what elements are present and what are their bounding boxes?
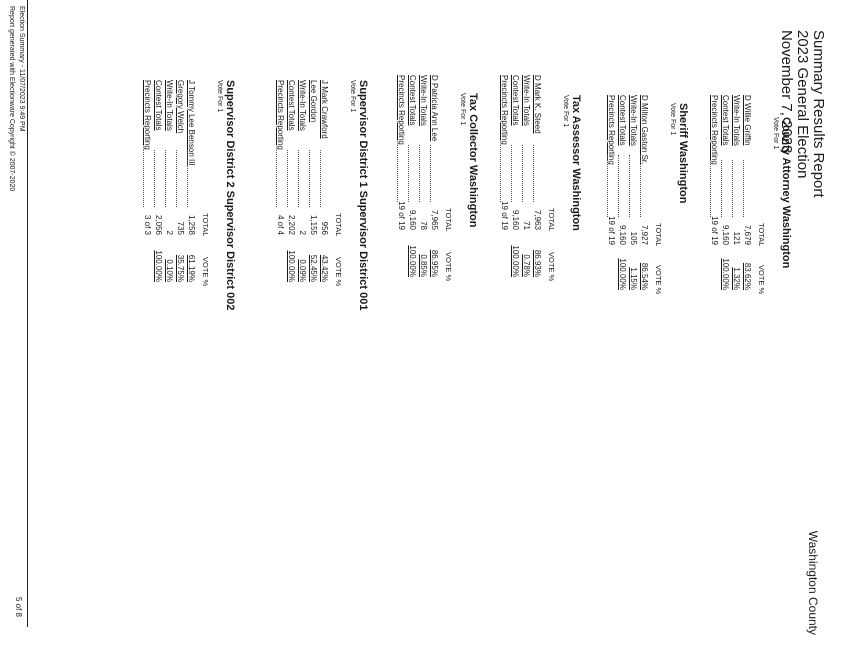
dot-leader (408, 145, 409, 202)
vote-for-label: Vote For 1 (216, 80, 223, 113)
footer-summary: Election Summary - 11/07/2023 9:49 PM (18, 6, 25, 132)
candidate-name: Contest Totals (618, 95, 627, 146)
vote-total: 7,927 (640, 224, 649, 245)
result-row (509, 75, 520, 305)
result-row (627, 95, 638, 325)
race-title: County Attorney Washington (780, 117, 792, 269)
result-row (406, 75, 417, 305)
dot-leader (276, 150, 277, 207)
county-name: Washington County (806, 530, 820, 635)
candidate-name: J Mark Crawford (320, 80, 329, 139)
vote-percent-column-header: VOTE % (201, 257, 210, 287)
candidate-name: D Mark K. Steed (533, 75, 542, 134)
candidate-name: Contest Totals (287, 80, 296, 131)
result-row (638, 95, 649, 325)
vote-total: 2,202 (287, 214, 296, 235)
result-row (616, 95, 627, 325)
candidate-name: Write-In Totals (419, 75, 428, 126)
dot-leader (618, 155, 619, 217)
result-row (605, 95, 616, 325)
total-column-header: TOTAL (334, 213, 343, 237)
candidate-name: D Milton Gaston Sr. (640, 95, 649, 165)
vote-percent: 0.85% (419, 254, 428, 277)
dot-leader (522, 145, 523, 202)
result-row (318, 80, 329, 310)
vote-total: 19 of 19 (607, 216, 616, 245)
vote-total: 2 (165, 230, 174, 235)
result-row (163, 80, 174, 310)
candidate-name: Write-In Totals (298, 80, 307, 131)
candidate-name: Precincts Reporting (397, 75, 406, 145)
candidate-name: Precincts Reporting (143, 80, 152, 150)
vote-for-label: Vote For 1 (562, 95, 569, 128)
vote-percent: 1.32% (732, 267, 741, 290)
candidate-name: Precincts Reporting (607, 95, 616, 165)
vote-percent: 1.15% (629, 267, 638, 290)
dot-leader (533, 145, 534, 202)
vote-total: 4 of 4 (276, 214, 285, 235)
vote-percent: 100.00% (154, 250, 163, 282)
footer-copyright: Report generated with Electionware Copyright © 2007-2020 (8, 6, 15, 192)
vote-percent: 86.95% (430, 249, 439, 277)
result-row (498, 75, 509, 305)
dot-leader (176, 150, 177, 207)
total-column-header: TOTAL (201, 213, 210, 237)
report-subtitle: 2023 General Election (794, 30, 811, 179)
vote-percent: 100.00% (287, 250, 296, 282)
vote-percent: 100.00% (511, 245, 520, 277)
race-title: Supervisor District 2 Supervisor District 002 (224, 80, 236, 311)
dot-leader (607, 155, 608, 217)
candidate-name: Contest Totals (511, 75, 520, 126)
candidate-name: Precincts Reporting (710, 95, 719, 165)
dot-leader (640, 155, 641, 217)
result-row (417, 75, 428, 305)
vote-percent: 100.00% (618, 258, 627, 290)
dot-leader (154, 150, 155, 207)
vote-total: 7,965 (430, 209, 439, 230)
vote-total: 71 (522, 221, 531, 230)
vote-total: 9,160 (721, 224, 730, 245)
page-number: 5 of 8 (14, 596, 23, 617)
dot-leader (419, 145, 420, 202)
result-row (285, 80, 296, 310)
vote-for-label: Vote For 1 (349, 80, 356, 113)
dot-leader (320, 150, 321, 207)
report-date: November 7, 2023 (778, 30, 795, 154)
candidate-name: Lee Gordon (309, 80, 318, 123)
vote-total: 3 of 3 (143, 214, 152, 235)
candidate-name: Contest Totals (721, 95, 730, 146)
vote-total: 19 of 19 (500, 201, 509, 230)
vote-percent-column-header: VOTE % (757, 265, 766, 295)
vote-total: 1,258 (187, 214, 196, 235)
candidate-name: Precincts Reporting (500, 75, 509, 145)
vote-total: 19 of 19 (397, 201, 406, 230)
vote-percent: 100.00% (721, 258, 730, 290)
vote-total: 19 of 19 (710, 216, 719, 245)
candidate-name: Contest Totals (154, 80, 163, 131)
vote-total: 1,155 (309, 214, 318, 235)
result-row (395, 75, 406, 305)
result-row (428, 75, 439, 305)
report-title: Summary Results Report (810, 30, 827, 198)
dot-leader (143, 150, 144, 207)
vote-total: 78 (419, 221, 428, 230)
dot-leader (187, 150, 188, 207)
vote-for-label: Vote For 1 (772, 117, 779, 150)
dot-leader (430, 145, 431, 202)
total-column-header: TOTAL (654, 223, 663, 247)
vote-percent: 0.10% (165, 259, 174, 282)
vote-total: 9,160 (618, 224, 627, 245)
dot-leader (743, 160, 744, 217)
result-row (174, 80, 185, 310)
vote-percent: 0.78% (522, 254, 531, 277)
candidate-name: Write-In Totals (629, 95, 638, 146)
race-title: Tax Collector Washington (467, 93, 479, 228)
dot-leader (629, 155, 630, 217)
vote-percent-column-header: VOTE % (444, 252, 453, 282)
vote-percent: 52.45% (309, 254, 318, 282)
dot-leader (165, 150, 166, 207)
dot-leader (397, 145, 398, 202)
result-row (296, 80, 307, 310)
dot-leader (309, 150, 310, 207)
footer-rule (27, 0, 28, 627)
vote-percent: 0.09% (298, 259, 307, 282)
vote-for-label: Vote For 1 (459, 93, 466, 126)
vote-total: 9,160 (408, 209, 417, 230)
result-row (708, 95, 719, 325)
dot-leader (710, 160, 711, 217)
result-row (185, 80, 196, 310)
race-title: Supervisor District 1 Supervisor District 001 (357, 80, 369, 311)
result-row (531, 75, 542, 305)
candidate-name: Precincts Reporting (276, 80, 285, 150)
vote-total: 2,056 (154, 214, 163, 235)
vote-total: 105 (629, 231, 638, 245)
total-column-header: TOTAL (444, 208, 453, 232)
dot-leader (732, 160, 733, 217)
candidate-name: J Tommy Lee Benson III (187, 80, 196, 166)
candidate-name: Write-In Totals (732, 95, 741, 146)
candidate-name: D Patricia Ann Lee (430, 75, 439, 142)
candidate-name: Write-In Totals (165, 80, 174, 131)
vote-total: 7,679 (743, 224, 752, 245)
total-column-header: TOTAL (547, 208, 556, 232)
race-title: Tax Assessor Washington (570, 95, 582, 231)
candidate-name: Gregory Welch (176, 80, 185, 134)
vote-percent: 86.93% (533, 249, 542, 277)
result-row (719, 95, 730, 325)
vote-total: 121 (732, 231, 741, 245)
vote-percent-column-header: VOTE % (334, 257, 343, 287)
dot-leader (298, 150, 299, 207)
result-row (730, 95, 741, 325)
result-row (141, 80, 152, 310)
vote-for-label: Vote For 1 (669, 103, 676, 136)
candidate-name: Contest Totals (408, 75, 417, 126)
result-row (152, 80, 163, 310)
dot-leader (287, 150, 288, 207)
dot-leader (511, 145, 512, 202)
vote-total: 2 (298, 230, 307, 235)
race-title: Sheriff Washington (677, 103, 689, 204)
vote-total: 956 (320, 221, 329, 235)
result-row (741, 95, 752, 325)
vote-total: 7,963 (533, 209, 542, 230)
vote-total: 9,160 (511, 209, 520, 230)
vote-percent: 86.54% (640, 262, 649, 290)
total-column-header: TOTAL (757, 223, 766, 247)
vote-percent-column-header: VOTE % (547, 252, 556, 282)
result-row (520, 75, 531, 305)
vote-percent: 43.42% (320, 254, 329, 282)
vote-percent-column-header: VOTE % (654, 265, 663, 295)
dot-leader (721, 160, 722, 217)
vote-percent: 100.00% (408, 245, 417, 277)
result-row (307, 80, 318, 310)
result-row (274, 80, 285, 310)
candidate-name: Write-In Totals (522, 75, 531, 126)
vote-percent: 61.19% (187, 254, 196, 282)
vote-percent: 83.62% (743, 262, 752, 290)
candidate-name: D Willie Griffin (743, 95, 752, 146)
dot-leader (500, 145, 501, 202)
vote-percent: 35.75% (176, 254, 185, 282)
vote-total: 735 (176, 221, 185, 235)
